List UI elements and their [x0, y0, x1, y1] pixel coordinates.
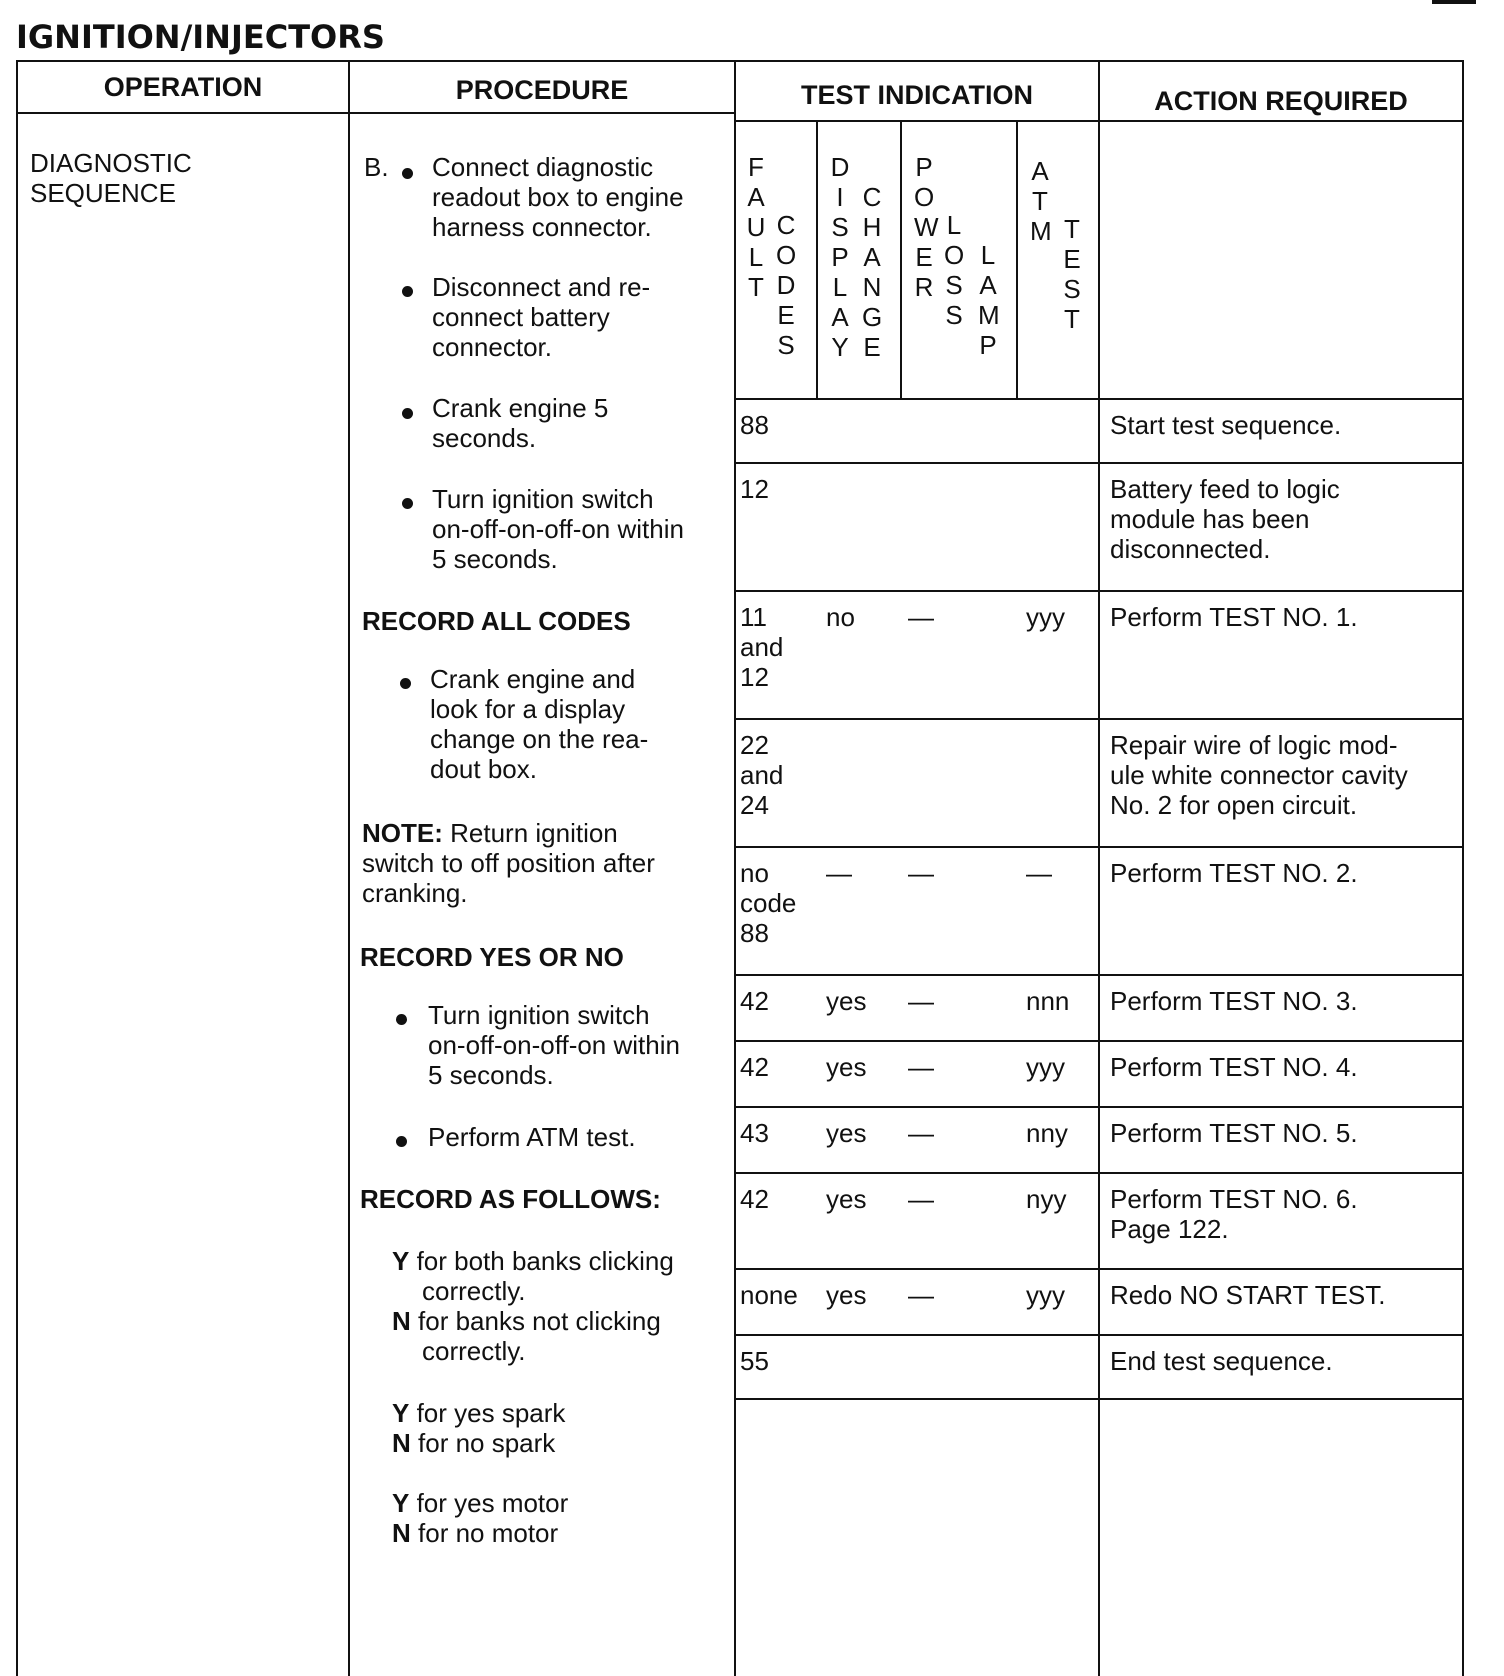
power-loss-cell: —: [908, 1052, 934, 1082]
fault-code-cell: 42: [740, 1184, 769, 1214]
fault-code-cell: 42: [740, 986, 769, 1016]
atm-test-cell: nyy: [1026, 1184, 1067, 1214]
legend-line: Y for yes spark: [392, 1398, 566, 1428]
procedure-bullet-3: Crank engine 5 seconds.: [432, 393, 609, 453]
row-divider: [734, 974, 1464, 976]
subheader-loss: L O S S: [944, 210, 965, 330]
action-cell: Perform TEST NO. 5.: [1110, 1118, 1358, 1148]
subheader-power: P O W E R: [914, 152, 939, 302]
atm-test-cell: yyy: [1026, 602, 1065, 632]
action-cell: Battery feed to logic module has been disconnected.: [1110, 474, 1340, 564]
fault-code-cell: 43: [740, 1118, 769, 1148]
fault-code-cell: none: [740, 1280, 798, 1310]
subheader-display: D I S P L A Y: [830, 152, 850, 362]
atm-test-cell: yyy: [1026, 1280, 1065, 1310]
record-yes-no-heading: RECORD YES OR NO: [360, 942, 624, 972]
procedure-bullet-5: Crank engine and look for a display change on the rea- dout box.: [430, 664, 649, 784]
note: [362, 818, 655, 908]
power-loss-cell: —: [908, 602, 934, 632]
power-loss-cell: —: [908, 1184, 934, 1214]
row-divider: [734, 1172, 1464, 1174]
fault-code-cell: no code 88: [740, 858, 797, 948]
fault-code-cell: 88: [740, 410, 769, 440]
procedure-bullet-2: Disconnect and re- connect battery connector.: [432, 272, 651, 362]
fault-code-cell: 12: [740, 474, 769, 504]
record-all-codes-heading: RECORD ALL CODES: [362, 606, 631, 636]
display-change-cell: yes: [826, 986, 867, 1016]
bullet-dot: [402, 408, 413, 419]
subheader-lamp: L A M P: [978, 240, 1000, 360]
row-divider: [734, 846, 1464, 848]
subheader-fault: F A U L T: [746, 152, 766, 302]
display-change-cell: yes: [826, 1052, 867, 1082]
header-test-indication: TEST INDICATION: [801, 80, 1033, 110]
page-title: IGNITION/INJECTORS: [16, 18, 385, 56]
step-label: B.: [364, 152, 389, 182]
procedure-bullet-6: Turn ignition switch on-off-on-off-on within 5 seconds.: [428, 1000, 680, 1090]
legend-line: correctly.: [422, 1336, 526, 1366]
bullet-dot: [402, 286, 413, 297]
power-loss-cell: —: [908, 858, 934, 888]
display-change-cell: yes: [826, 1184, 867, 1214]
action-cell: Perform TEST NO. 1.: [1110, 602, 1358, 632]
atm-test-cell: —: [1026, 858, 1052, 888]
display-change-cell: yes: [826, 1280, 867, 1310]
display-change-cell: yes: [826, 1118, 867, 1148]
power-loss-cell: —: [908, 1118, 934, 1148]
note-label: NOTE:: [362, 818, 443, 848]
corner-mark: [1432, 0, 1476, 4]
display-change-cell: no: [826, 602, 855, 632]
fault-code-cell: 55: [740, 1346, 769, 1376]
action-cell: Redo NO START TEST.: [1110, 1280, 1386, 1310]
header-action-required: ACTION REQUIRED: [1154, 86, 1408, 116]
atm-test-cell: nny: [1026, 1118, 1068, 1148]
power-loss-cell: —: [908, 1280, 934, 1310]
subheader-test: T E S T: [1063, 214, 1081, 334]
power-loss-cell: —: [908, 986, 934, 1016]
procedure-bullet-1: Connect diagnostic readout box to engine harness connector.: [432, 152, 684, 242]
record-as-follows-heading: RECORD AS FOLLOWS:: [360, 1184, 661, 1214]
action-cell: Perform TEST NO. 2.: [1110, 858, 1358, 888]
row-divider: [734, 1040, 1464, 1042]
procedure-bullet-7: Perform ATM test.: [428, 1122, 636, 1152]
legend-line: N for no spark: [392, 1428, 556, 1458]
row-divider: [734, 718, 1464, 720]
action-cell: Repair wire of logic mod- ule white connector cavity No. 2 for open circuit.: [1110, 730, 1408, 820]
fault-code-cell: 22 and 24: [740, 730, 784, 820]
legend-line: Y for yes motor: [392, 1488, 569, 1518]
row-divider: [734, 462, 1464, 464]
row-divider: [734, 1398, 1464, 1400]
fault-code-cell: 11 and 12: [740, 602, 784, 692]
action-cell: Perform TEST NO. 4.: [1110, 1052, 1358, 1082]
subheader-atm: A T M: [1030, 156, 1052, 246]
display-change-cell: —: [826, 858, 852, 888]
bullet-dot: [396, 1014, 407, 1025]
atm-test-cell: yyy: [1026, 1052, 1065, 1082]
note-text: Return ignition switch to off position after cranking.: [362, 818, 655, 908]
row-divider: [734, 1268, 1464, 1270]
fault-code-cell: 42: [740, 1052, 769, 1082]
bullet-dot: [402, 168, 413, 179]
legend-line: correctly.: [422, 1276, 526, 1306]
bullet-dot: [400, 678, 411, 689]
bullet-dot: [402, 498, 413, 509]
action-cell: Perform TEST NO. 3.: [1110, 986, 1358, 1016]
bullet-dot: [396, 1136, 407, 1147]
action-cell: End test sequence.: [1110, 1346, 1333, 1376]
procedure-bullet-4: Turn ignition switch on-off-on-off-on within 5 seconds.: [432, 484, 684, 574]
header-operation: OPERATION: [103, 72, 263, 102]
legend-line: Y for both banks clicking: [392, 1246, 674, 1276]
row-divider: [734, 590, 1464, 592]
operation-text: DIAGNOSTIC SEQUENCE: [30, 148, 192, 208]
row-divider: [734, 1334, 1464, 1336]
row-divider: [734, 1106, 1464, 1108]
atm-test-cell: nnn: [1026, 986, 1070, 1016]
action-cell: Perform TEST NO. 6. Page 122.: [1110, 1184, 1358, 1244]
action-cell: Start test sequence.: [1110, 410, 1342, 440]
subheader-change: C H A N G E: [862, 182, 883, 362]
legend-line: N for no motor: [392, 1518, 559, 1548]
legend-line: N for banks not clicking: [392, 1306, 661, 1336]
subheader-codes: C O D E S: [776, 210, 797, 360]
header-procedure: PROCEDURE: [455, 75, 629, 105]
